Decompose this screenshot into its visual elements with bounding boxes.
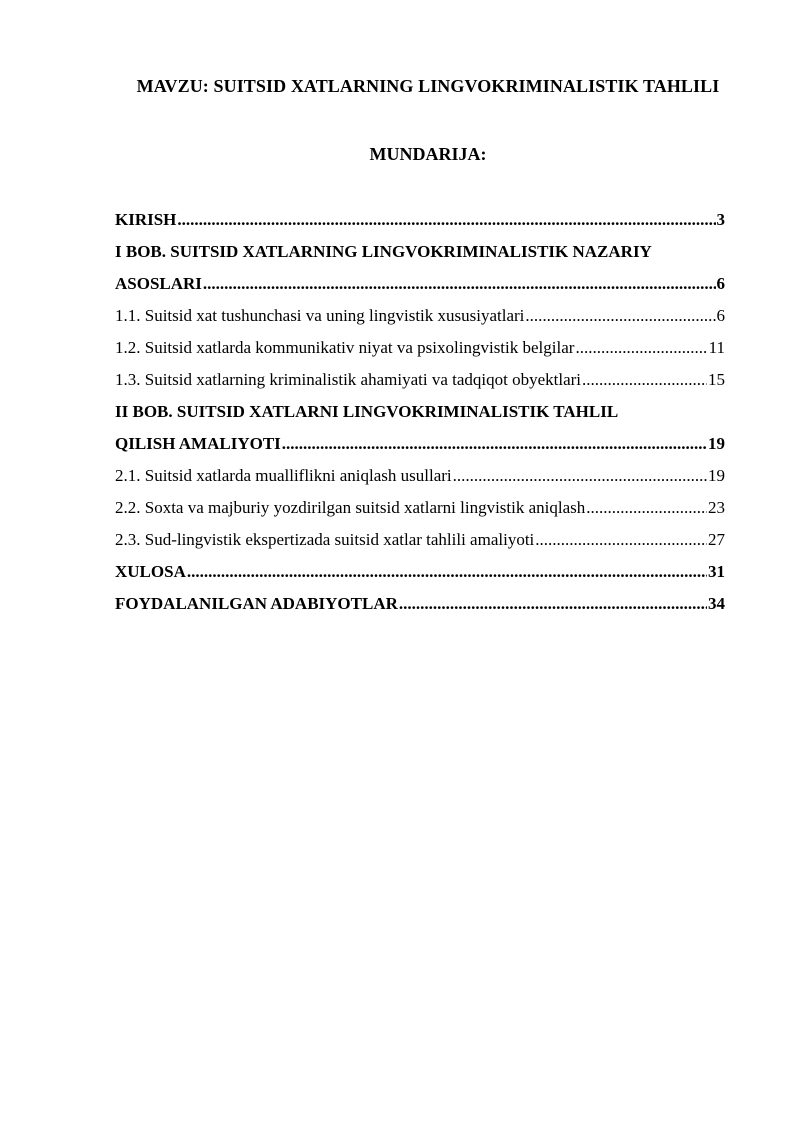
dot-leader xyxy=(282,428,707,460)
toc-page-number: 11 xyxy=(708,338,725,357)
toc-entry-section-2-3[interactable] xyxy=(115,524,725,556)
dot-leader xyxy=(582,364,707,396)
toc-entry-section-2-2[interactable] xyxy=(115,492,725,524)
toc-entry-label: 1.2. Suitsid xatlarda kommunikativ niyat va psixolingvistik belgilar xyxy=(115,338,575,357)
toc-entry-label: II BOB. SUITSID XATLARNI LINGVOKRIMINALISTIK TAHLIL xyxy=(115,402,619,421)
toc-entry-section-1-2[interactable] xyxy=(115,332,725,364)
toc-page-number: 15 xyxy=(708,370,725,389)
dot-leader xyxy=(535,524,707,556)
toc-entry-label: ASOSLARI xyxy=(115,274,202,293)
toc-page-number: 19 xyxy=(708,466,725,485)
toc-entry-kirish[interactable] xyxy=(115,204,725,236)
toc-entry-label: XULOSA xyxy=(115,562,186,581)
toc-page-number: 31 xyxy=(708,562,725,581)
toc-page-number: 6 xyxy=(716,306,725,325)
toc-entry-label: I BOB. SUITSID XATLARNING LINGVOKRIMINALISTIK NAZARIY xyxy=(115,242,652,261)
dot-leader xyxy=(453,460,707,492)
toc-page-number: 23 xyxy=(708,498,725,517)
toc-page-number: 34 xyxy=(708,594,725,613)
dot-leader xyxy=(586,492,707,524)
toc-entry-chapter-1[interactable] xyxy=(115,268,725,300)
toc-entry-chapter-2[interactable] xyxy=(115,428,725,460)
toc-entry-section-1-3[interactable] xyxy=(115,364,725,396)
toc-page-number: 19 xyxy=(708,434,725,453)
toc-page-number: 3 xyxy=(716,210,725,229)
dot-leader xyxy=(177,204,715,236)
toc-entry-section-1-1[interactable] xyxy=(115,300,725,332)
dot-leader xyxy=(399,588,707,620)
toc-page-number: 6 xyxy=(716,274,725,293)
toc-heading: MUNDARIJA: xyxy=(369,144,487,164)
dot-leader xyxy=(525,300,715,332)
toc-page-number: 27 xyxy=(708,530,725,549)
toc-entry-label: FOYDALANILGAN ADABIYOTLAR xyxy=(115,594,398,613)
toc-entry-section-2-1[interactable] xyxy=(115,460,725,492)
table-of-contents xyxy=(115,204,725,620)
toc-entry-label: 2.2. Soxta va majburiy yozdirilgan suitsid xatlarni lingvistik aniqlash xyxy=(115,498,586,517)
document-title: MAVZU: SUITSID XATLARNING LINGVOKRIMINALISTIK TAHLILI xyxy=(136,76,720,96)
dot-leader xyxy=(187,556,707,588)
toc-entry-label: 2.3. Sud-lingvistik ekspertizada suitsid xatlar tahlili amaliyoti xyxy=(115,530,535,549)
toc-entry-label: 2.1. Suitsid xatlarda mualliflikni aniqlash usullari xyxy=(115,466,452,485)
toc-entry-xulosa[interactable] xyxy=(115,556,725,588)
dot-leader xyxy=(575,332,707,364)
toc-entry-chapter-2-title[interactable] xyxy=(115,396,725,428)
toc-entry-label: QILISH AMALIYOTI xyxy=(115,434,281,453)
toc-entry-chapter-1-title[interactable] xyxy=(115,236,725,268)
toc-entry-label: KIRISH xyxy=(115,210,177,229)
toc-entry-label: 1.3. Suitsid xatlarning kriminalistik ahamiyati va tadqiqot obyektlari xyxy=(115,370,582,389)
toc-entry-label: 1.1. Suitsid xat tushunchasi va uning lingvistik xususiyatlari xyxy=(115,306,525,325)
toc-entry-references[interactable] xyxy=(115,588,725,620)
dot-leader xyxy=(203,268,716,300)
